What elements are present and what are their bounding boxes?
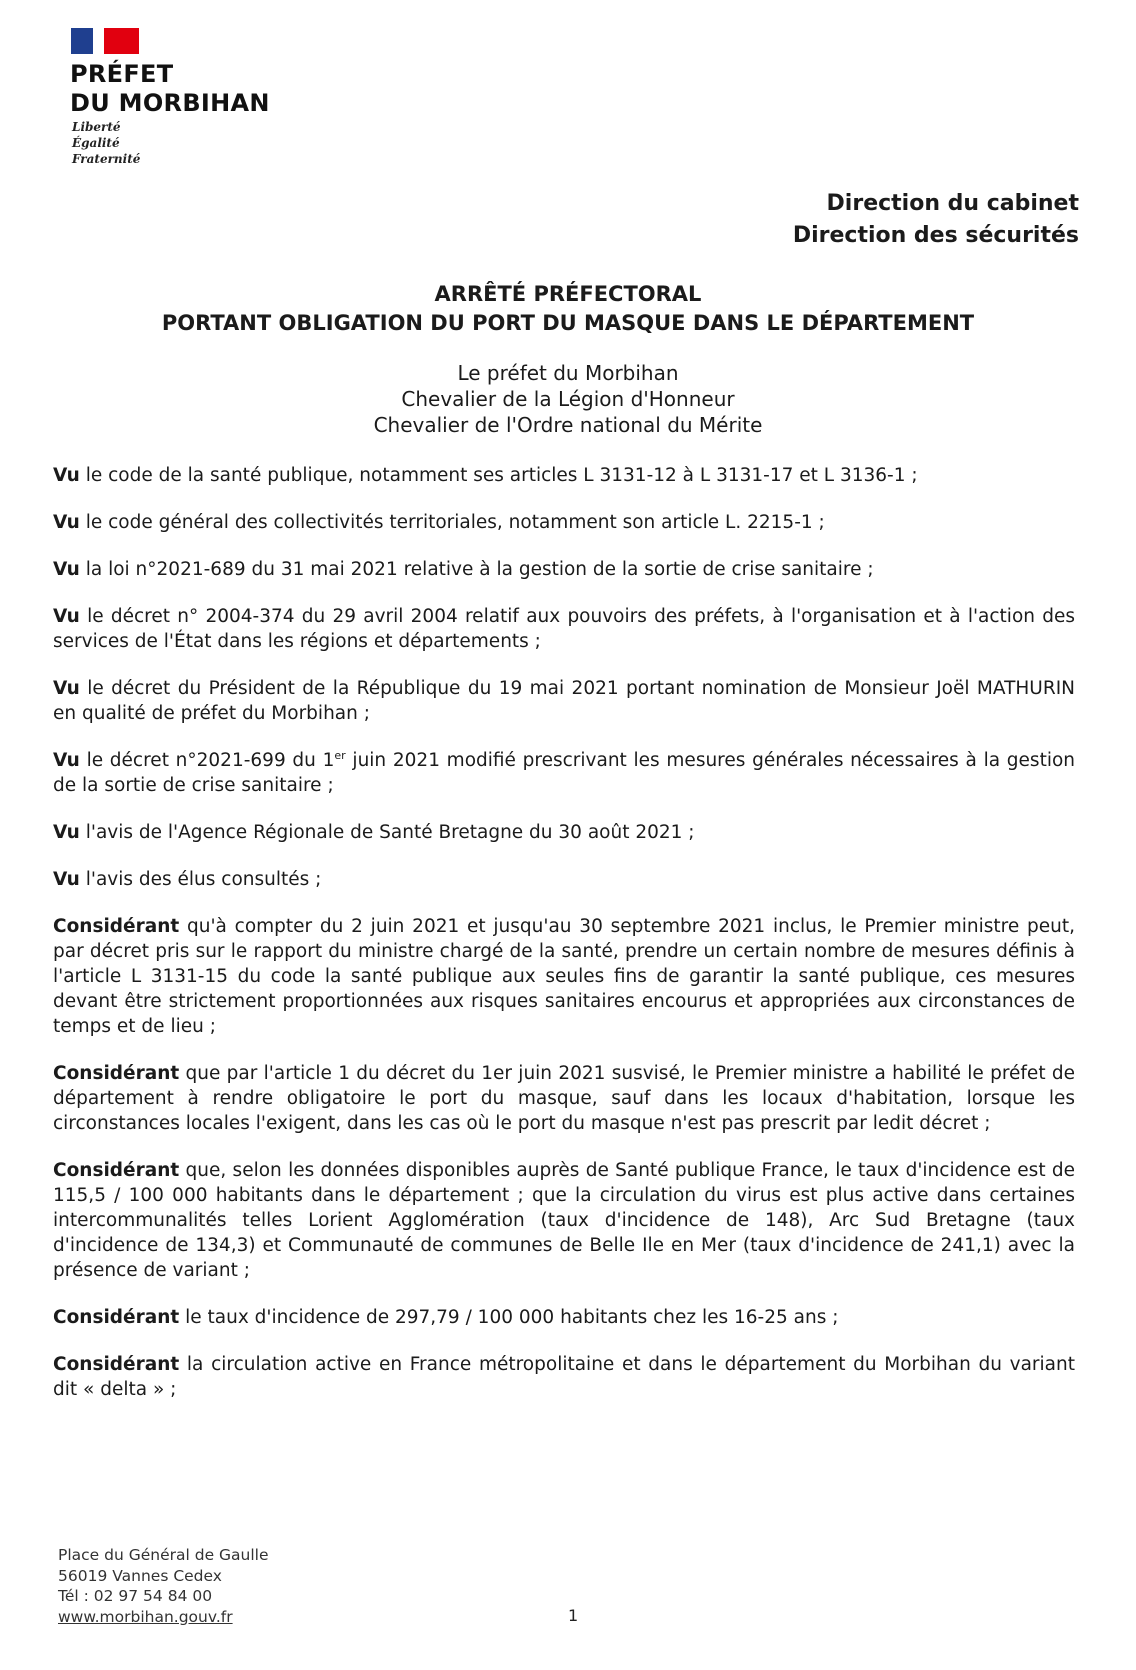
motto-fraternite: Fraternité <box>72 152 141 166</box>
address-city: 56019 Vannes Cedex <box>58 1566 222 1585</box>
flag-white-band <box>93 28 104 54</box>
vu-paragraph <box>53 867 1075 892</box>
direction-securites: Direction des sécurités <box>792 223 1079 248</box>
paragraph-keyword: Vu <box>53 750 80 771</box>
paragraph-keyword: Vu <box>53 678 80 699</box>
paragraph-text: que par l'article 1 du décret du 1er juin 2021 susvisé, le Premier ministre a habilité le préfet de département à rendre obligatoire le port du masque, sauf dans les locaux d'habitation, lorsque les circonstances locales l'exigent, dans les cas où le port du masque n'est pas prescrit par ledit décret ; <box>53 1063 1075 1134</box>
paragraph-text: le code général des collectivités territoriales, notamment son article L. 2215-1 ; <box>79 512 825 533</box>
paragraph-text: la loi n°2021-689 du 31 mai 2021 relative à la gestion de la sortie de crise sanitaire ; <box>79 559 874 580</box>
vu-paragraph <box>53 604 1075 654</box>
document-title <box>0 280 1136 338</box>
title-line2: PORTANT OBLIGATION DU PORT DU MASQUE DANS LE DÉPARTEMENT <box>161 311 975 335</box>
paragraph-text-continued: juin 2021 modifié prescrivant les mesures générales nécessaires à la gestion de la sortie de crise sanitaire ; <box>53 750 1076 796</box>
document-body <box>53 463 1075 1402</box>
french-flag-logo <box>71 28 139 54</box>
paragraph-keyword: Vu <box>53 512 80 533</box>
republic-motto <box>72 119 140 167</box>
considerant-paragraph <box>53 1352 1075 1402</box>
footer-address <box>58 1545 269 1627</box>
vu-paragraph <box>53 463 1075 488</box>
vu-paragraph <box>53 820 1075 845</box>
paragraph-keyword: Considérant <box>53 1063 180 1084</box>
authority-line2: Chevalier de la Légion d'Honneur <box>401 387 735 411</box>
prefecture-name-line1: PRÉFET <box>70 60 174 88</box>
vu-paragraph <box>53 676 1075 726</box>
considerant-paragraph <box>53 1061 1075 1136</box>
paragraph-text: le code de la santé publique, notamment ses articles L 3131-12 à L 3131-17 et L 3136-1 ; <box>79 465 918 486</box>
title-line1: ARRÊTÉ PRÉFECTORAL <box>434 282 702 306</box>
considerant-paragraph <box>53 1305 1075 1330</box>
flag-blue-band <box>71 28 93 54</box>
authority-line1: Le préfet du Morbihan <box>457 361 679 385</box>
prefecture-name-line2: DU MORBIHAN <box>70 89 270 117</box>
paragraph-text: le décret n°2021-699 du 1 <box>79 750 335 771</box>
page-number: 1 <box>568 1606 579 1625</box>
authority-line3: Chevalier de l'Ordre national du Mérite <box>373 413 763 437</box>
paragraph-text: qu'à compter du 2 juin 2021 et jusqu'au 30 septembre 2021 inclus, le Premier ministre peut, par décret pris sur le rapport du ministre chargé de la santé, prendre un certain nombre de mesures définis à l'article L 3131-15 du code la santé publique aux seules fins de garantir la santé publique, ces mesures devant être strictement proportionnées aux risques sanitaires encourus et appropriées aux circonstances de temps et de lieu ; <box>53 916 1075 1037</box>
website-link[interactable]: www.morbihan.gouv.fr <box>58 1607 233 1626</box>
vu-paragraph <box>53 748 1075 798</box>
paragraph-text: la circulation active en France métropolitaine et dans le département du Morbihan du variant dit « delta » ; <box>53 1354 1075 1400</box>
vu-paragraph <box>53 510 1075 535</box>
paragraph-keyword: Vu <box>53 606 80 627</box>
paragraph-keyword: Considérant <box>53 1307 180 1328</box>
paragraph-text: l'avis de l'Agence Régionale de Santé Bretagne du 30 août 2021 ; <box>79 822 695 843</box>
considerant-paragraph <box>53 914 1075 1039</box>
motto-egalite: Égalité <box>72 136 120 150</box>
considerant-paragraph <box>53 1158 1075 1283</box>
address-phone: Tél : 02 97 54 84 00 <box>58 1587 213 1605</box>
vu-paragraph <box>53 557 1075 582</box>
paragraph-text: le décret du Président de la République du 19 mai 2021 portant nomination de Monsieur Joël MATHURIN en qualité de préfet du Morbihan ; <box>53 678 1075 724</box>
paragraph-keyword: Considérant <box>53 916 180 937</box>
paragraph-keyword: Considérant <box>53 1160 180 1181</box>
paragraph-keyword: Vu <box>53 465 80 486</box>
prefecture-name <box>70 60 270 118</box>
motto-liberte: Liberté <box>72 120 121 134</box>
direction-cabinet: Direction du cabinet <box>826 191 1079 216</box>
paragraph-keyword: Vu <box>53 822 80 843</box>
paragraph-text: le taux d'incidence de 297,79 / 100 000 habitants chez les 16-25 ans ; <box>179 1307 839 1328</box>
direction-block <box>793 188 1079 252</box>
flag-red-band <box>104 28 139 54</box>
paragraph-keyword: Considérant <box>53 1354 180 1375</box>
superscript-er: er <box>334 748 346 762</box>
paragraph-keyword: Vu <box>53 559 80 580</box>
paragraph-text: que, selon les données disponibles auprès de Santé publique France, le taux d'incidence est de 115,5 / 100 000 habitants dans le département ; que la circulation du virus est plus active dans certaines intercommunalités telles Lorient Agglomération (taux d'incidence de 148), Arc Sud Bretagne (taux d'incidence de 134,3) et Communauté de communes de Belle Ile en Mer (taux d'incidence de 241,1) avec la présence de variant ; <box>53 1160 1075 1281</box>
paragraph-text: le décret n° 2004-374 du 29 avril 2004 relatif aux pouvoirs des préfets, à l'organisation et à l'action des services de l'État dans les régions et départements ; <box>53 606 1075 652</box>
paragraph-text: l'avis des élus consultés ; <box>79 869 322 890</box>
paragraph-keyword: Vu <box>53 869 80 890</box>
address-street: Place du Général de Gaulle <box>58 1546 269 1564</box>
authority-block <box>0 360 1136 438</box>
